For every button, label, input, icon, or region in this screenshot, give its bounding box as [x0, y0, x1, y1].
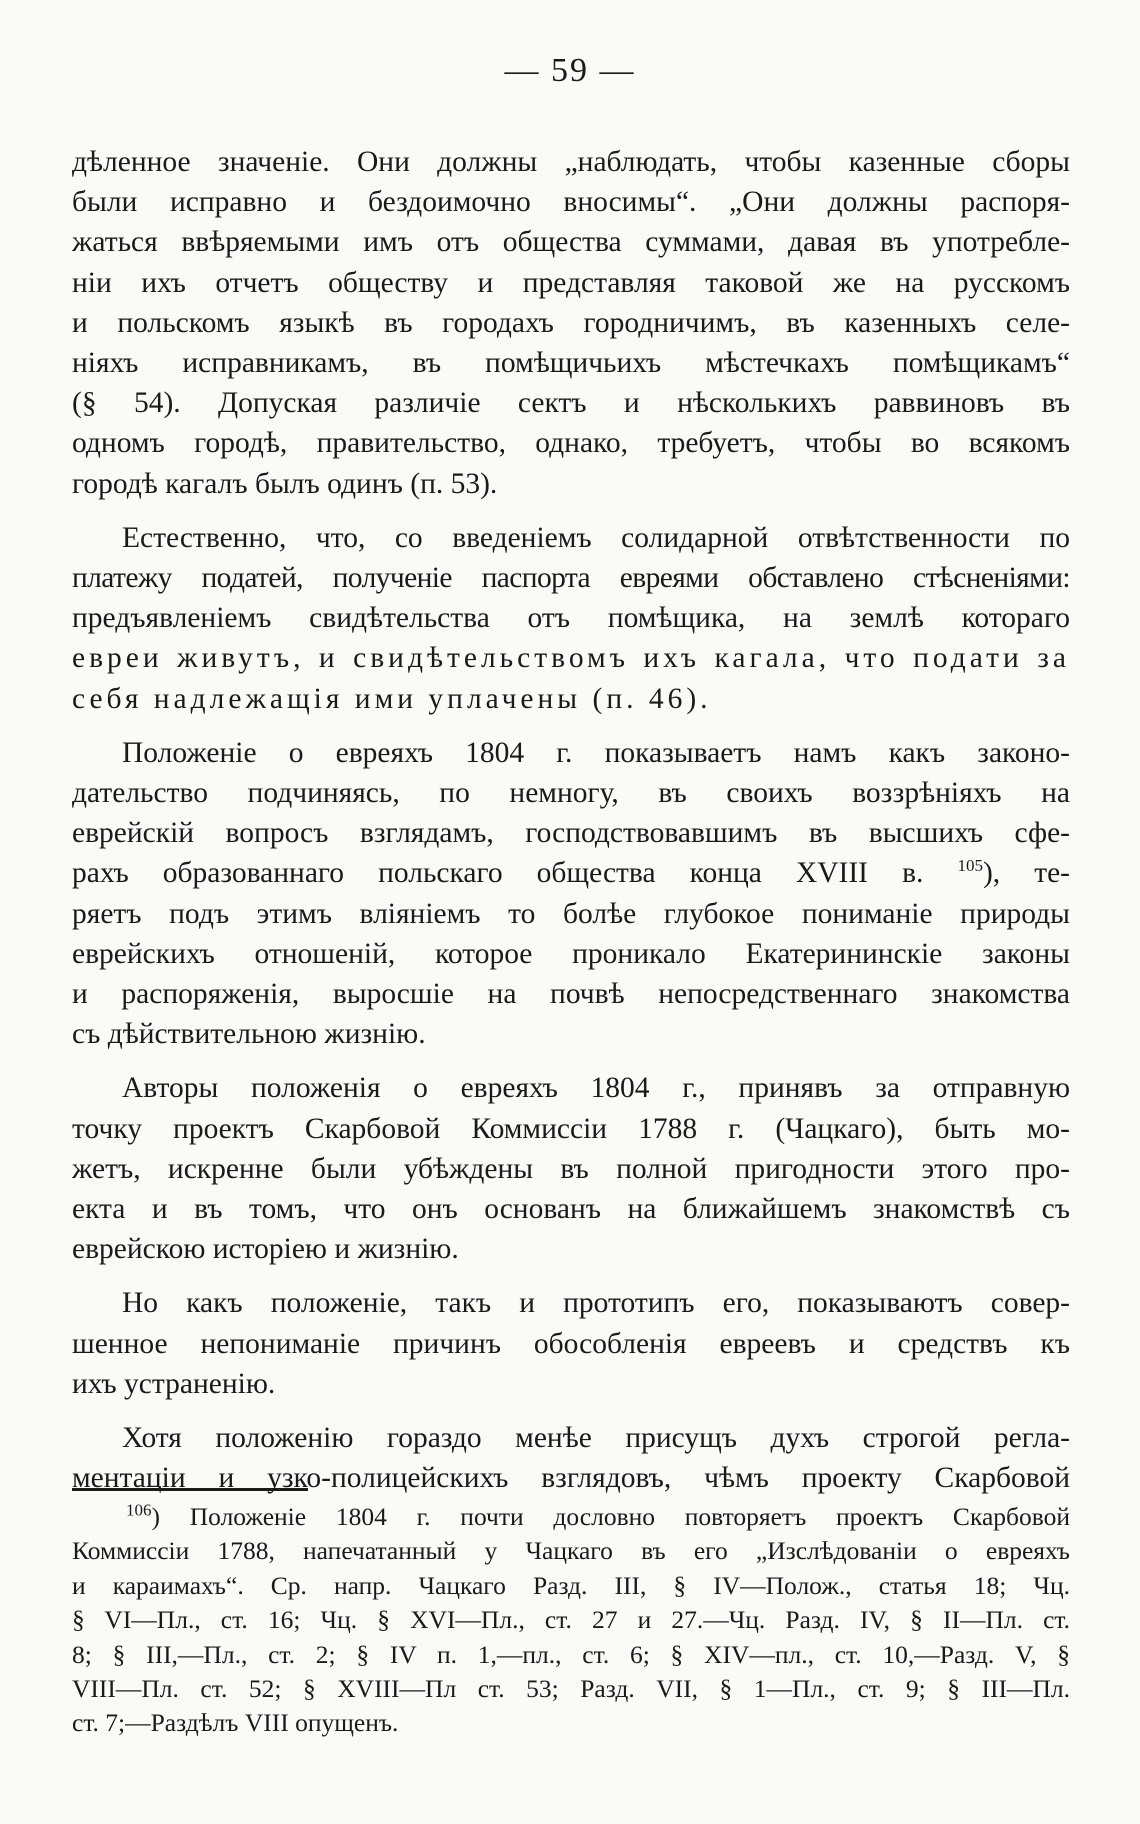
text-segment: ) Положеніе 1804 г. почти дословно повторяетъ проектъ Скарбовой — [151, 1502, 1070, 1531]
text-line: ряетъ подъ этимъ вліяніемъ то болѣе глубокое пониманіе природы — [72, 897, 1070, 930]
footnote-line: VIII—Пл. ст. 52; § XVIII—Пл ст. 53; Разд. VII, § 1—Пл., ст. 9; § III—Пл. — [72, 1674, 1070, 1704]
footnotes — [72, 1500, 1070, 1741]
text-line: жетъ, искренне были убѣждены въ полной пригодности этого про- — [72, 1152, 1070, 1185]
text-line: предъявленіемъ свидѣтельства отъ помѣщика, на землѣ котораго — [72, 602, 1070, 635]
text-line: евреи живутъ, и свидѣтельствомъ ихъ кагала, что подати за — [72, 642, 1070, 675]
text-line: платежу податей, полученіе паспорта евреями обставлено стѣсненіями: — [72, 562, 1070, 595]
text-line: и польскомъ языкѣ въ городахъ городничимъ, въ казенныхъ селе- — [72, 306, 1070, 339]
paragraph-6 — [72, 1418, 1070, 1498]
footnote-line: Коммиссіи 1788, напечатанный у Чацкаго въ его „Изслѣдованіи о евреяхъ — [72, 1536, 1070, 1566]
text-line: и распоряженія, выросшіе на почвѣ непосредственнаго знакомства — [72, 978, 1070, 1011]
text-line-with-ref — [72, 853, 1070, 893]
paragraph-2 — [72, 518, 1070, 719]
paragraph-3 — [72, 733, 1070, 1055]
text-line: Положеніе о евреяхъ 1804 г. показываетъ намъ какъ законо- — [122, 736, 1070, 769]
text-line: шенное непониманіе причинъ обособленія евреевъ и средствъ къ — [72, 1327, 1070, 1360]
footnote-line — [72, 1500, 1070, 1534]
footnote-line: § VI—Пл., ст. 16; Чц. § XVI—Пл., ст. 27 и 27.—Чц. Разд. IV, § II—Пл. ст. — [72, 1605, 1070, 1635]
paragraph-4 — [72, 1068, 1070, 1269]
text-line: жаться ввѣряемыми имъ отъ общества суммами, давая въ употребле- — [72, 226, 1070, 259]
text-line: (§ 54). Допуская различіе сектъ и нѣсколькихъ раввиновъ въ — [72, 387, 1070, 420]
text-line: Но какъ положеніе, такъ и прототипъ его, показываютъ совер- — [122, 1287, 1070, 1320]
text-line: еврейскою исторіею и жизнію. — [72, 1233, 459, 1266]
text-line: ихъ устраненію. — [72, 1367, 276, 1400]
text-line: ментаціи и узко-полицейскихъ взглядовъ, чѣмъ проекту Скарбовой — [72, 1462, 1070, 1495]
text-line: дательство подчиняясь, по немногу, въ своихъ воззрѣніяхъ на — [72, 777, 1070, 810]
paragraph-5 — [72, 1283, 1070, 1404]
text-line: еврейскій вопросъ взглядамъ, господствовавшимъ въ высшихъ сфе- — [72, 817, 1070, 850]
text-line: дѣленное значеніе. Они должны „наблюдать, чтобы казенные сборы — [72, 146, 1070, 178]
text-line: еврейскихъ отношеній, которое проникало Екатерининскіе законы — [72, 937, 1070, 970]
text-line: были исправно и бездоимочно вносимы“. „Они должны распоря- — [72, 186, 1070, 219]
footnote-line: ст. 7;—Раздѣлъ VIII опущенъ. — [72, 1708, 399, 1738]
text-segment: ), те- — [982, 857, 1070, 890]
footnote-ref: 105 — [957, 856, 983, 876]
main-text — [72, 142, 1070, 1499]
page-number: — 59 — — [504, 52, 636, 89]
text-line: екта и въ томъ, что онъ основанъ на ближайшемъ знакомствѣ съ — [72, 1193, 1070, 1226]
text-line: городѣ кагалъ былъ одинъ (п. 53). — [72, 467, 498, 500]
text-line: себя надлежащія ими уплачены (п. 46). — [72, 682, 712, 715]
text-line: одномъ городѣ, правительство, однако, требуетъ, чтобы во всякомъ — [72, 427, 1070, 460]
text-line: ніяхъ исправникамъ, въ помѣщичьихъ мѣстечкахъ помѣщикамъ“ — [72, 347, 1070, 380]
text-line: Хотя положенію гораздо менѣе присущъ духъ строгой регла- — [122, 1422, 1070, 1455]
text-line: точку проектъ Скарбовой Коммиссіи 1788 г. (Чацкаго), быть мо- — [72, 1112, 1070, 1145]
footnote-line: 8; § III,—Пл., ст. 2; § IV п. 1,—пл., ст. 6; § XIV—пл., ст. 10,—Разд. V, § — [72, 1639, 1070, 1669]
paragraph-1 — [72, 142, 1070, 504]
footnote-line: и караимахъ“. Ср. напр. Чацкаго Разд. III, § IV—Полож., статья 18; Чц. — [72, 1570, 1070, 1600]
text-line: Авторы положенія о евреяхъ 1804 г., принявъ за отправную — [122, 1072, 1070, 1105]
text-line: Естественно, что, со введеніемъ солидарной отвѣтственности по — [122, 521, 1070, 554]
footnote-divider — [72, 1488, 308, 1491]
text-line: ніи ихъ отчетъ обществу и представляя таковой же на русскомъ — [72, 266, 1070, 299]
text-line: съ дѣйствительною жизнію. — [72, 1018, 426, 1051]
footnote-number: 106 — [126, 1500, 152, 1520]
text-segment: рахъ образованнаго польскаго общества конца XVIII в. — [72, 857, 924, 890]
